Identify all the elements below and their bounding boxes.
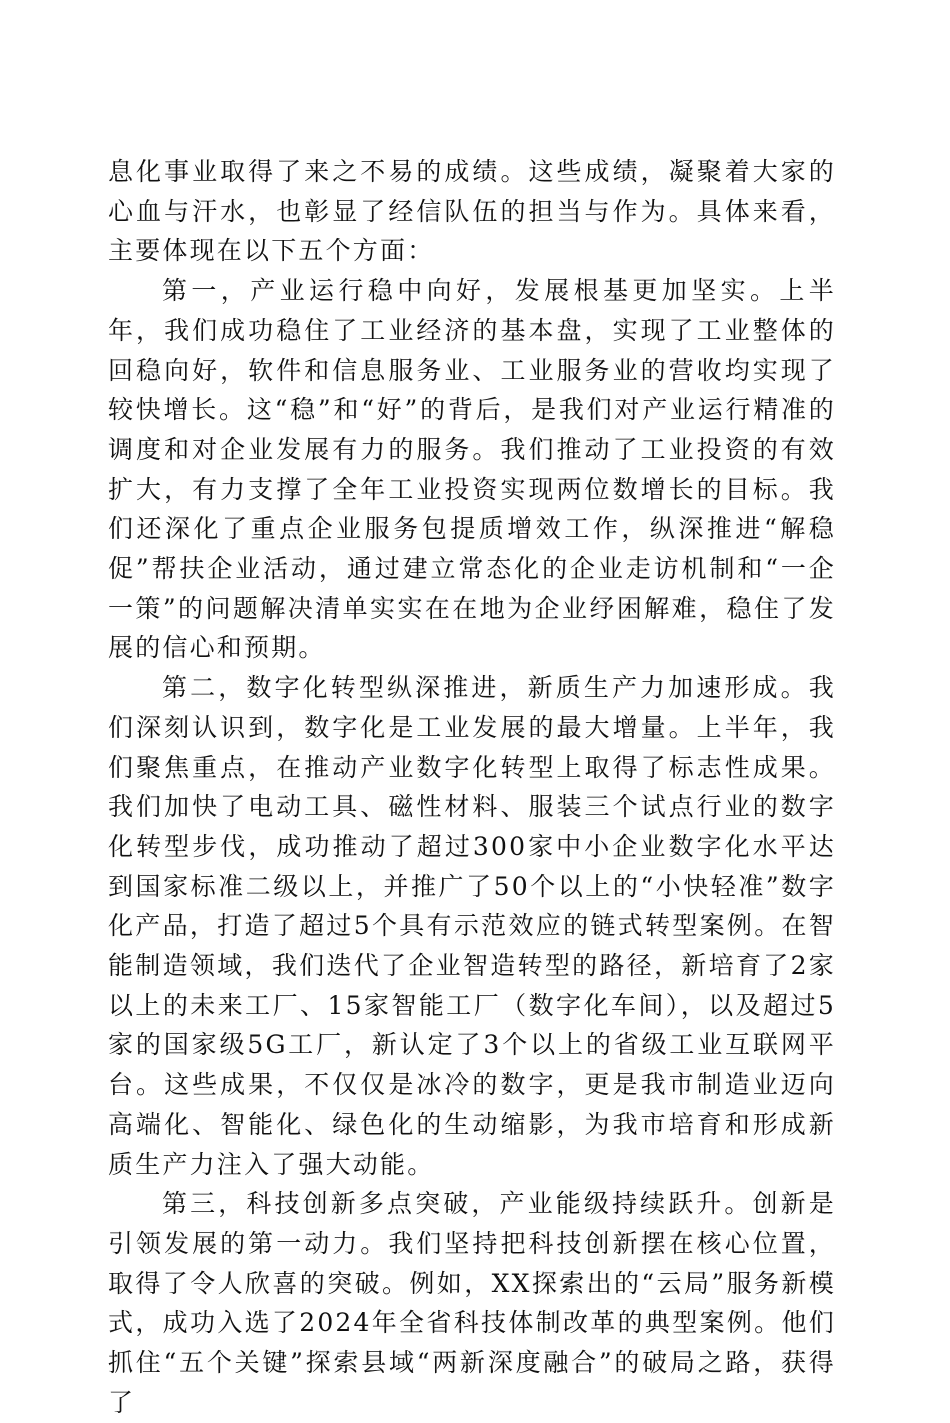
paragraph-continuation: 息化事业取得了来之不易的成绩。这些成绩，凝聚着大家的心血与汗水，也彰显了经信队伍的担当与作为。具体来看，主要体现在以下五个方面： bbox=[108, 157, 836, 266]
paragraph-second-digital-transformation: 第二，数字化转型纵深推进，新质生产力加速形成。我们深刻认识到，数字化是工业发展的最大增量。上半年，我们聚焦重点，在推动产业数字化转型上取得了标志性成果。我们加快了电动工具、磁性材料、服装三个试点行业的数字化转型步伐，成功推动了超过300家中小企业数字化水平达到国家标准二级以上，并推广了50个以上的“小快轻准”数字化产品，打造了超过5个具有示范效应的链式转型案例。在智能制造领域，我们迭代了企业智造转型的路径，新培育了2家以上的未来工厂、15家智能工厂（数字化车间），以及超过5家的国家级5G工厂，新认定了3个以上的省级工业互联网平台。这些成果，不仅仅是冰冷的数字，更是我市制造业迈向高端化、智能化、绿色化的生动缩影，为我市培育和形成新质生产力注入了强大动能。 bbox=[108, 673, 836, 1179]
paragraph-third-tech-innovation: 第三，科技创新多点突破，产业能级持续跃升。创新是引领发展的第一动力。我们坚持把科技创新摆在核心位置，取得了令人欣喜的突破。例如，XX探索出的“云局”服务新模式，成功入选了2024年全省科技体制改革的典型案例。他们抓住“五个关键”探索县域“两新深度融合”的破局之路，获得了 bbox=[108, 1189, 836, 1417]
paragraph-first-industry-operation: 第一，产业运行稳中向好，发展根基更加坚实。上半年，我们成功稳住了工业经济的基本盘，实现了工业整体的回稳向好，软件和信息服务业、工业服务业的营收均实现了较快增长。这“稳”和“好”的背后，是我们对产业运行精准的调度和对企业发展有力的服务。我们推动了工业投资的有效扩大，有力支撑了全年工业投资实现两位数增长的目标。我们还深化了重点企业服务包提质增效工作，纵深推进“解稳促”帮扶企业活动，通过建立常态化的企业走访机制和“一企一策”的问题解决清单实实在在地为企业纾困解难，稳住了发展的信心和预期。 bbox=[108, 276, 836, 663]
document-body bbox=[108, 152, 836, 1423]
